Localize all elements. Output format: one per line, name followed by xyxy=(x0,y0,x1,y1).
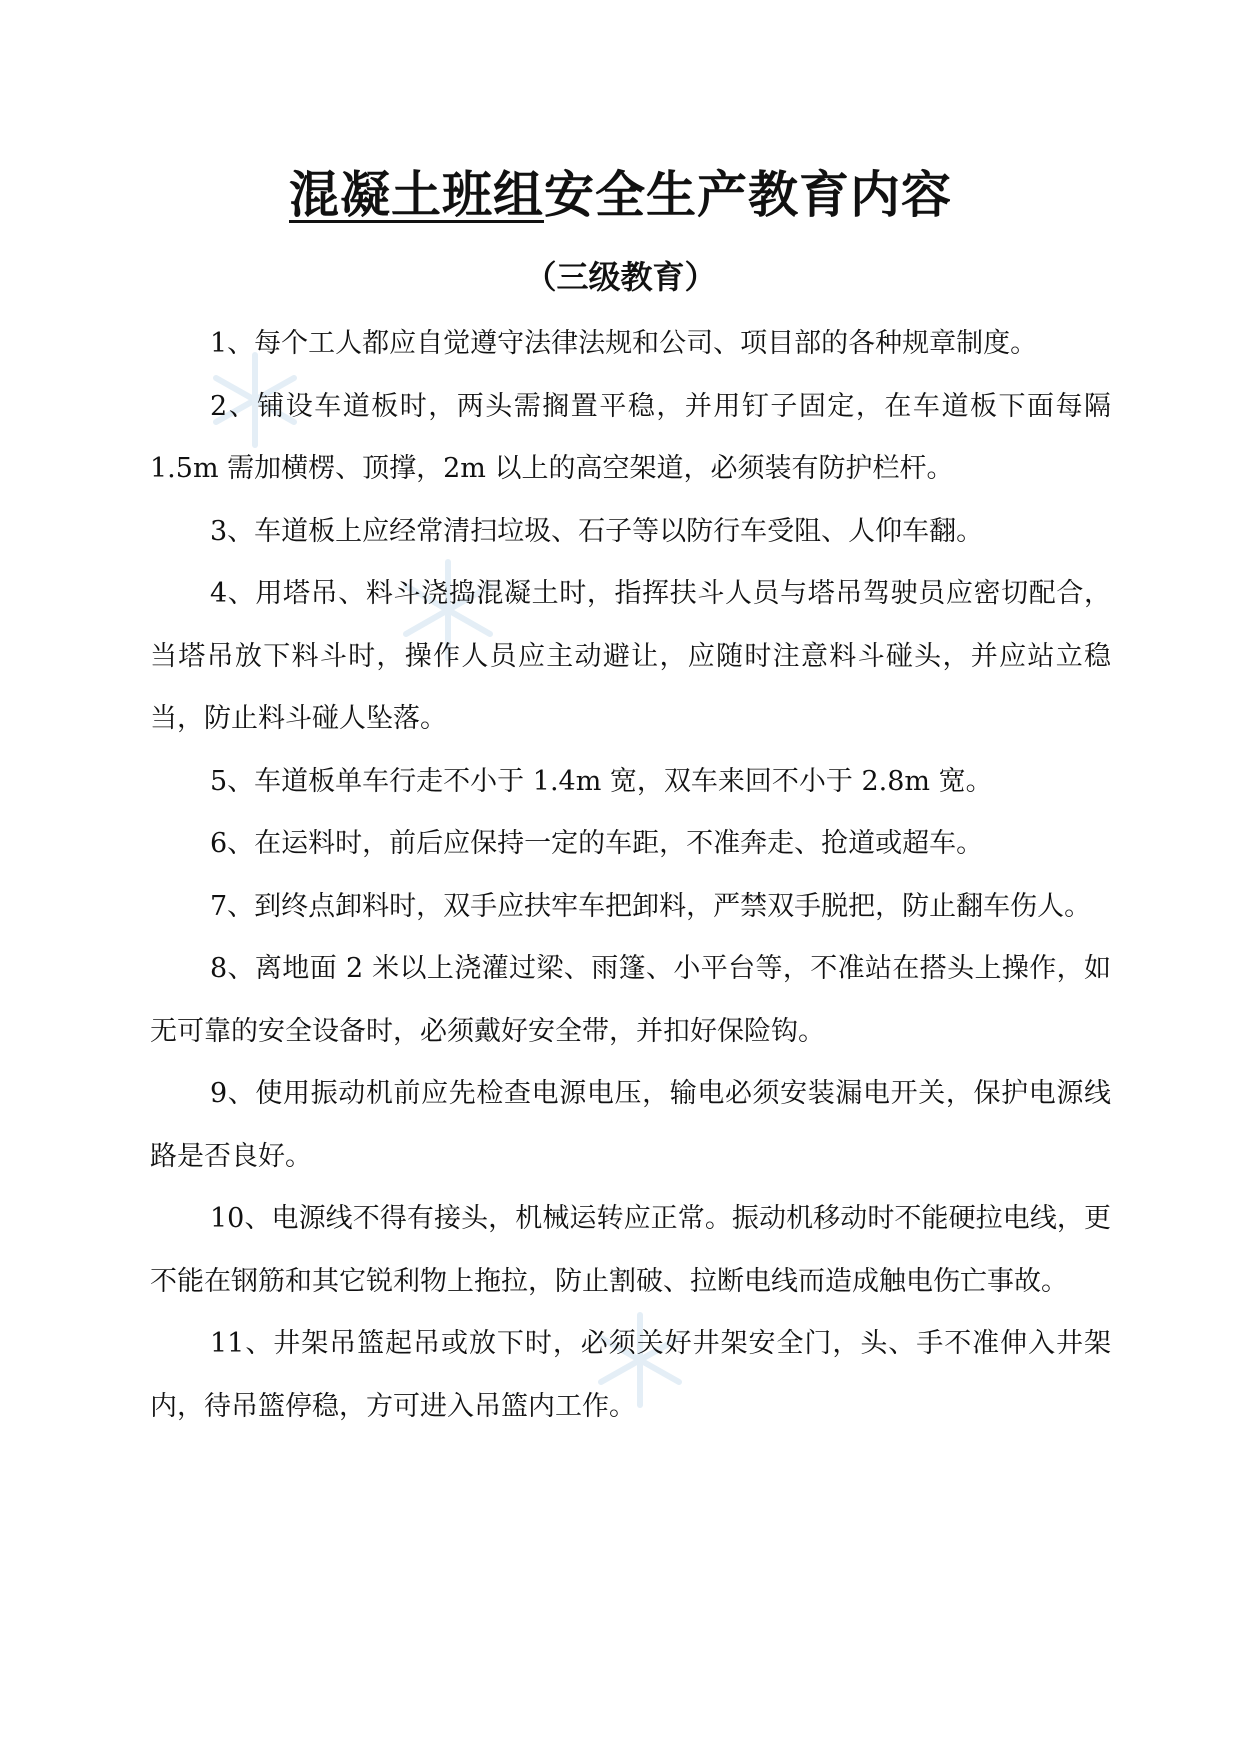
list-item: 6、在运料时，前后应保持一定的车距，不准奔走、抢道或超车。 xyxy=(210,828,984,859)
list-item: 4、用塔吊、料斗浇捣混凝土时，指挥扶斗人员与塔吊驾驶员应密切配合，当塔吊放下料斗时，操作人员应主动避让，应随时注意料斗碰头，并应站立稳当，防止料斗碰人坠落。 xyxy=(150,578,1111,734)
list-item: 10、电源线不得有接头，机械运转应正常。振动机移动时不能硬拉电线，更不能在钢筋和其它锐利物上拖拉，防止割破、拉断电线而造成触电伤亡事故。 xyxy=(150,1203,1111,1297)
list-item: 5、车道板单车行走不小于 1.4m 宽，双车来回不小于 2.8m 宽。 xyxy=(210,765,993,797)
title-underlined-part: 混凝土班组 xyxy=(289,166,544,224)
list-item: 3、车道板上应经常清扫垃圾、石子等以防行车受阻、人仰车翻。 xyxy=(210,515,984,547)
list-item: 7、到终点卸料时，双手应扶牢车把卸料，严禁双手脱把，防止翻车伤人。 xyxy=(210,890,1092,922)
document-subtitle: （三级教育） xyxy=(524,258,717,296)
list-item: 1、每个工人都应自觉遵守法律法规和公司、项目部的各种规章制度。 xyxy=(210,328,1038,359)
document-title xyxy=(0,160,1241,230)
list-item: 9、使用振动机前应先检查电源电压，输电必须安装漏电开关，保护电源线路是否良好。 xyxy=(150,1078,1111,1172)
list-item: 2、铺设车道板时，两头需搁置平稳，并用钉子固定，在车道板下面每隔 1.5m 需加横楞、顶撑，2m 以上的高空架道，必须装有防护栏杆。 xyxy=(150,390,1111,484)
document-body xyxy=(150,313,1111,1438)
title-rest: 安全生产教育内容 xyxy=(544,166,952,224)
list-item: 11、井架吊篮起吊或放下时，必须关好井架安全门，头、手不准伸入井架内，待吊篮停稳，方可进入吊篮内工作。 xyxy=(150,1328,1111,1422)
list-item: 8、离地面 2 米以上浇灌过梁、雨篷、小平台等，不准站在搭头上操作，如无可靠的安全设备时，必须戴好安全带，并扣好保险钩。 xyxy=(150,953,1111,1047)
